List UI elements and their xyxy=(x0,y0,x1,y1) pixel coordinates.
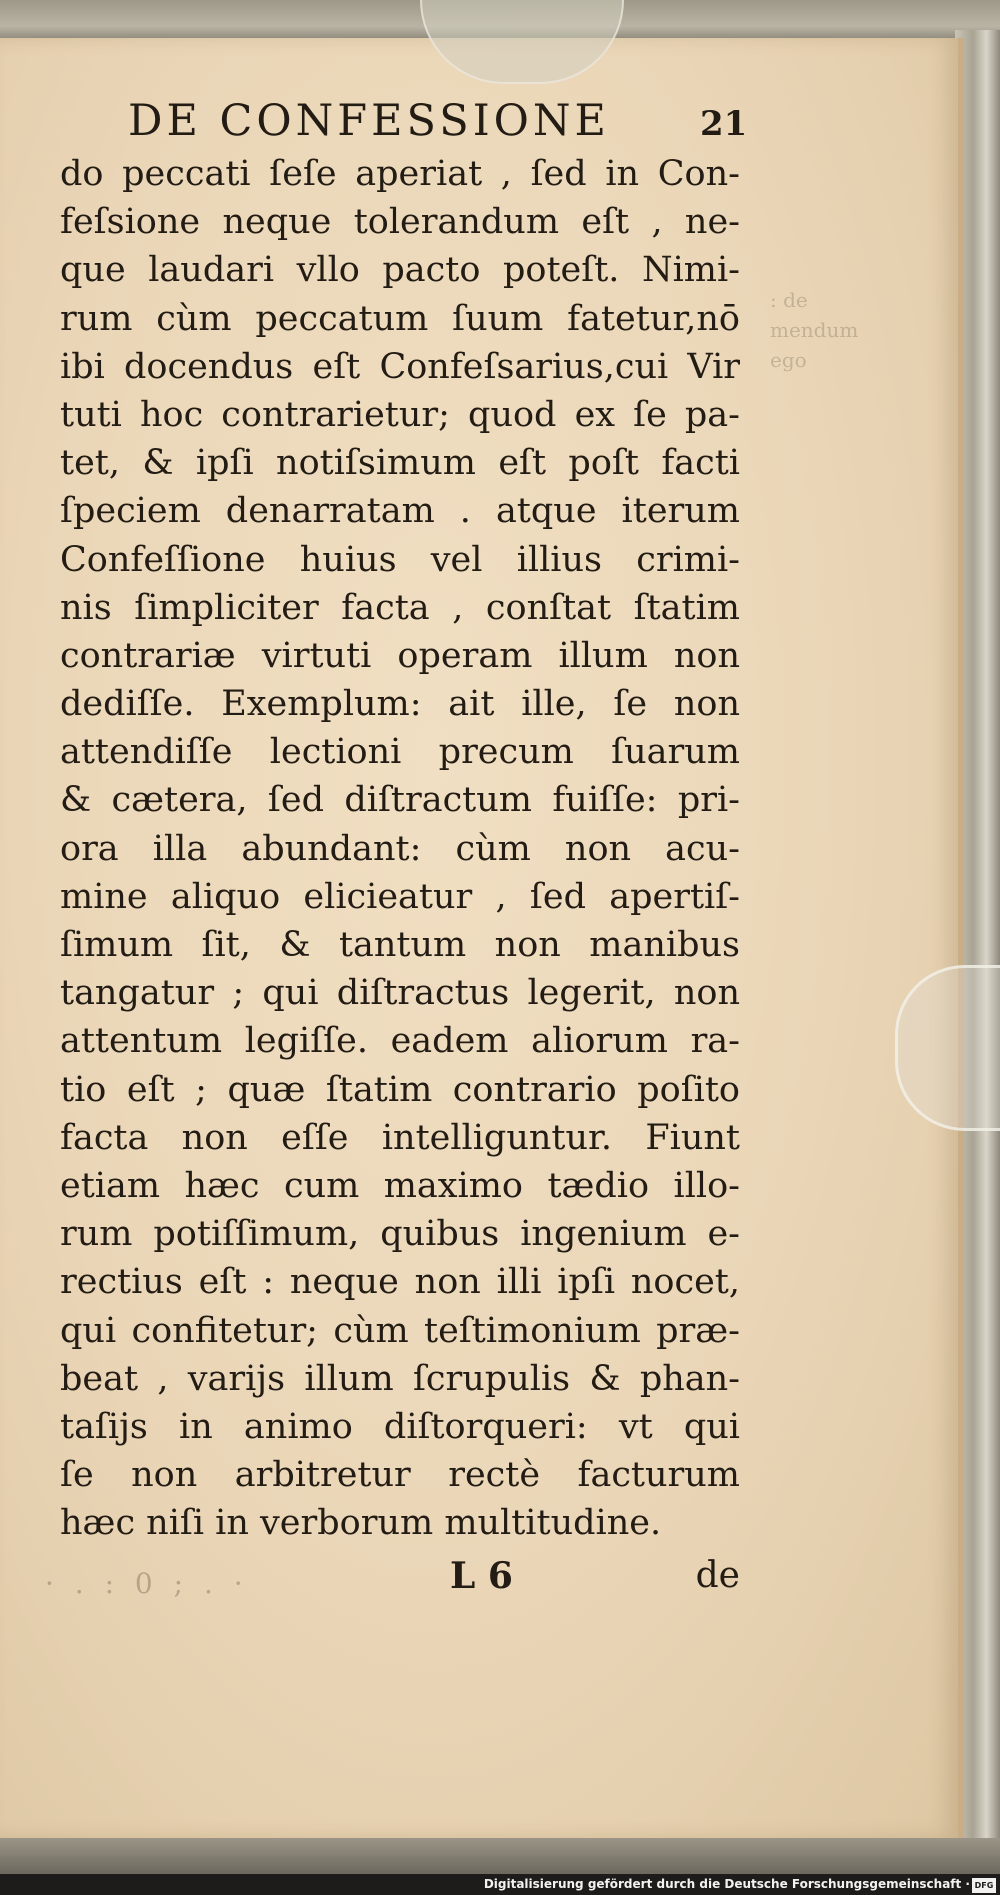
text-line: qui confitetur; cùm teſtimonium præ- xyxy=(60,1310,740,1351)
text-line: rum potiſſimum, quibus ingenium e- xyxy=(60,1214,740,1255)
text-line: rectius eſt : neque non illi ipſi nocet, xyxy=(60,1262,740,1303)
cover-bottom-edge xyxy=(0,1838,1000,1874)
text-line: facta non eſſe intelliguntur. Fiunt xyxy=(60,1117,740,1158)
text-line: ſe non arbitretur rectè facturum xyxy=(60,1455,740,1496)
running-head: DE CONFESSIONE xyxy=(128,96,610,146)
text-line: ſpeciem denarratam . atque iterum xyxy=(60,491,740,532)
text-line: ſimum ſit, & tantum non manibus xyxy=(60,925,740,965)
text-line: rum cùm peccatum ſuum fatetur,nō xyxy=(60,298,740,339)
text-line: attentum legiſſe. eadem aliorum ra- xyxy=(60,1021,740,1062)
text-line: hæc niſi in verborum multitudine. xyxy=(60,1503,662,1544)
text-line: tio eſt ; quæ ſtatim contrario poſito xyxy=(60,1069,740,1110)
main-text-block xyxy=(60,150,740,1547)
funding-note: Digitalisierung gefördert durch die Deutsche Forschungsgemeinschaft · xyxy=(483,1877,970,1891)
text-line: dediſſe. Exemplum: ait ille, ſe non xyxy=(60,684,740,725)
text-line: tet, & ipſi notiſsimum eſt poſt facti xyxy=(60,443,740,484)
text-line: nis ſimpliciter facta , conſtat ſtatim xyxy=(60,587,740,628)
page-number: 21 xyxy=(700,104,748,144)
text-line: Confeſſione huius vel illius crimi- xyxy=(60,539,740,580)
catchword: de xyxy=(695,1555,740,1596)
text-line: beat , varijs illum ſcrupulis & phan- xyxy=(60,1358,740,1399)
text-line: contrariæ virtuti operam illum non xyxy=(60,635,740,676)
text-line: tuti hoc contrarietur; quod ex ſe pa- xyxy=(60,394,740,435)
text-line: que laudari vllo pacto poteſt. Nimi- xyxy=(60,250,740,291)
text-line: ibi docendus eſt Confeſsarius,cui Vir xyxy=(60,346,740,387)
right-glass-clip xyxy=(895,965,1000,1131)
dfg-logo: DFG xyxy=(972,1878,996,1893)
text-line: attendiſſe lectioni precum ſuarum xyxy=(60,732,740,773)
text-line: taſijs in animo diſtorqueri: vt qui xyxy=(60,1406,740,1447)
text-line: etiam hæc cum maximo tædio illo- xyxy=(60,1165,740,1206)
text-line: ora illa abundant: cùm non acu- xyxy=(60,828,740,869)
margin-bleed-through: : de mendum ego xyxy=(770,288,859,372)
text-line: do peccati ſeſe aperiat , ſed in Con- xyxy=(60,154,740,194)
text-line: mine aliquo elicieatur , ſed apertiſ- xyxy=(60,876,740,917)
offset-ghost-text: · . : 0 ; . · xyxy=(45,1567,249,1600)
text-line: feſsione neque tolerandum eſt , ne- xyxy=(60,202,740,243)
signature-mark: L 6 xyxy=(450,1555,513,1597)
text-line: & cætera, ſed diſtractum fuiſſe: pri- xyxy=(60,780,740,821)
text-line: tangatur ; qui diſtractus legerit, non xyxy=(60,973,740,1014)
